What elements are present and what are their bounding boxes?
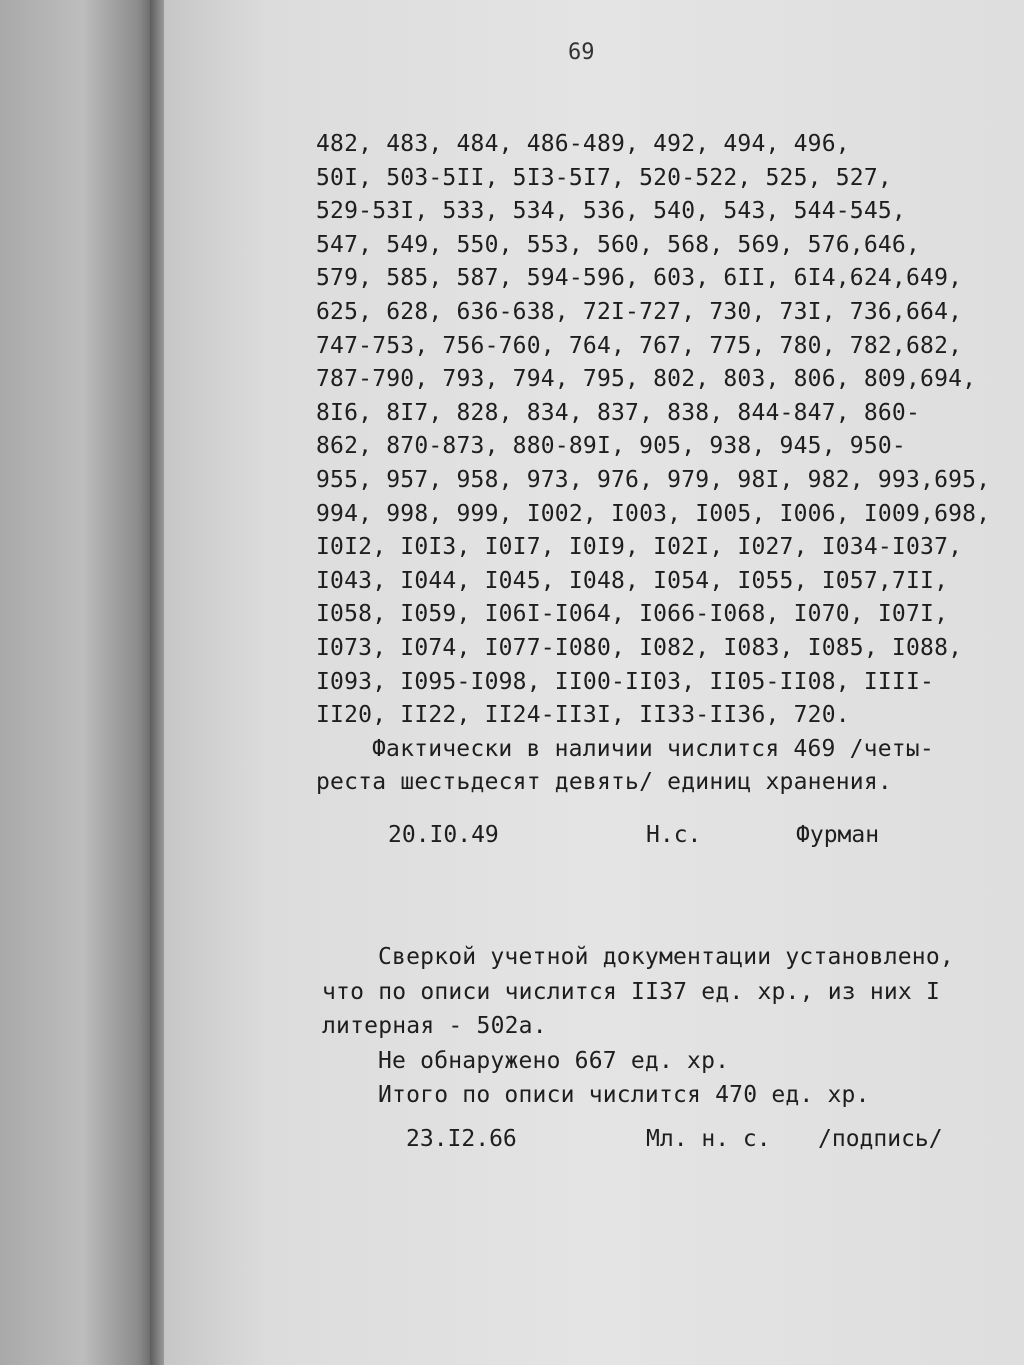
list-line: I043, I044, I045, I048, I054, I055, I057,7II, [316, 567, 949, 594]
list-line: 547, 549, 550, 553, 560, 568, 569, 576,646, [316, 231, 921, 258]
signature-name-1: Фурман [796, 822, 880, 848]
list-line: 955, 957, 958, 973, 976, 979, 98I, 982, 993,695, [316, 466, 991, 493]
list-line: I093, I095-I098, II00-II03, II05-II08, IIII- [316, 668, 935, 695]
list-line: 8I6, 8I7, 828, 834, 837, 838, 844-847, 860- [316, 399, 921, 426]
list-line: II20, II22, II24-II3I, II33-II36, 720. [316, 702, 850, 729]
signature-date-2: 23.I2.66 [406, 1126, 517, 1152]
verification-line: литерная - 502а. [322, 1013, 547, 1039]
signature-name-2: /подпись/ [818, 1126, 943, 1152]
signature-role-2: Мл. н. с. [646, 1126, 771, 1152]
fact-line: Фактически в наличии числится 469 /четы- [372, 735, 934, 762]
signature-role-1: Н.с. [646, 822, 702, 848]
list-line: 579, 585, 587, 594-596, 603, 6II, 6I4,624,649, [316, 265, 963, 292]
facing-page [0, 0, 150, 1365]
verification-line: Сверкой учетной документации установлено, [378, 944, 954, 970]
verification-line: Итого по описи числится 470 ед. хр. [378, 1082, 870, 1108]
page-number: 69 [568, 40, 595, 65]
list-line: 787-790, 793, 794, 795, 802, 803, 806, 809,694, [316, 366, 977, 393]
book-spine [150, 0, 164, 1365]
list-line: 747-753, 756-760, 764, 767, 775, 780, 782,682, [316, 332, 963, 359]
list-line: 994, 998, 999, I002, I003, I005, I006, I009,698, [316, 500, 991, 527]
list-line: 529-53I, 533, 534, 536, 540, 543, 544-545, [316, 198, 906, 225]
list-line: 482, 483, 484, 486-489, 492, 494, 496, [316, 131, 850, 157]
list-line: I073, I074, I077-I080, I082, I083, I085, I088, [316, 634, 963, 661]
verification-line: что по описи числится II37 ед. хр., из них I [322, 978, 941, 1005]
list-line: 625, 628, 636-638, 72I-727, 730, 73I, 736,664, [316, 298, 963, 325]
list-line: I058, I059, I06I-I064, I066-I068, I070, I07I, [316, 601, 949, 628]
storage-units-list [316, 128, 990, 800]
list-line: I0I2, I0I3, I0I7, I0I9, I02I, I027, I034-I037, [316, 534, 963, 561]
fact-line: реста шестьдесят девять/ единиц хранения. [316, 769, 892, 796]
list-line: 862, 870-873, 880-89I, 905, 938, 945, 950- [316, 433, 906, 460]
verification-line: Не обнаружено 667 ед. хр. [378, 1047, 730, 1074]
verification-paragraph [322, 940, 954, 1113]
signature-date-1: 20.I0.49 [388, 822, 499, 848]
list-line: 50I, 503-5II, 5I3-5I7, 520-522, 525, 527, [316, 164, 892, 191]
